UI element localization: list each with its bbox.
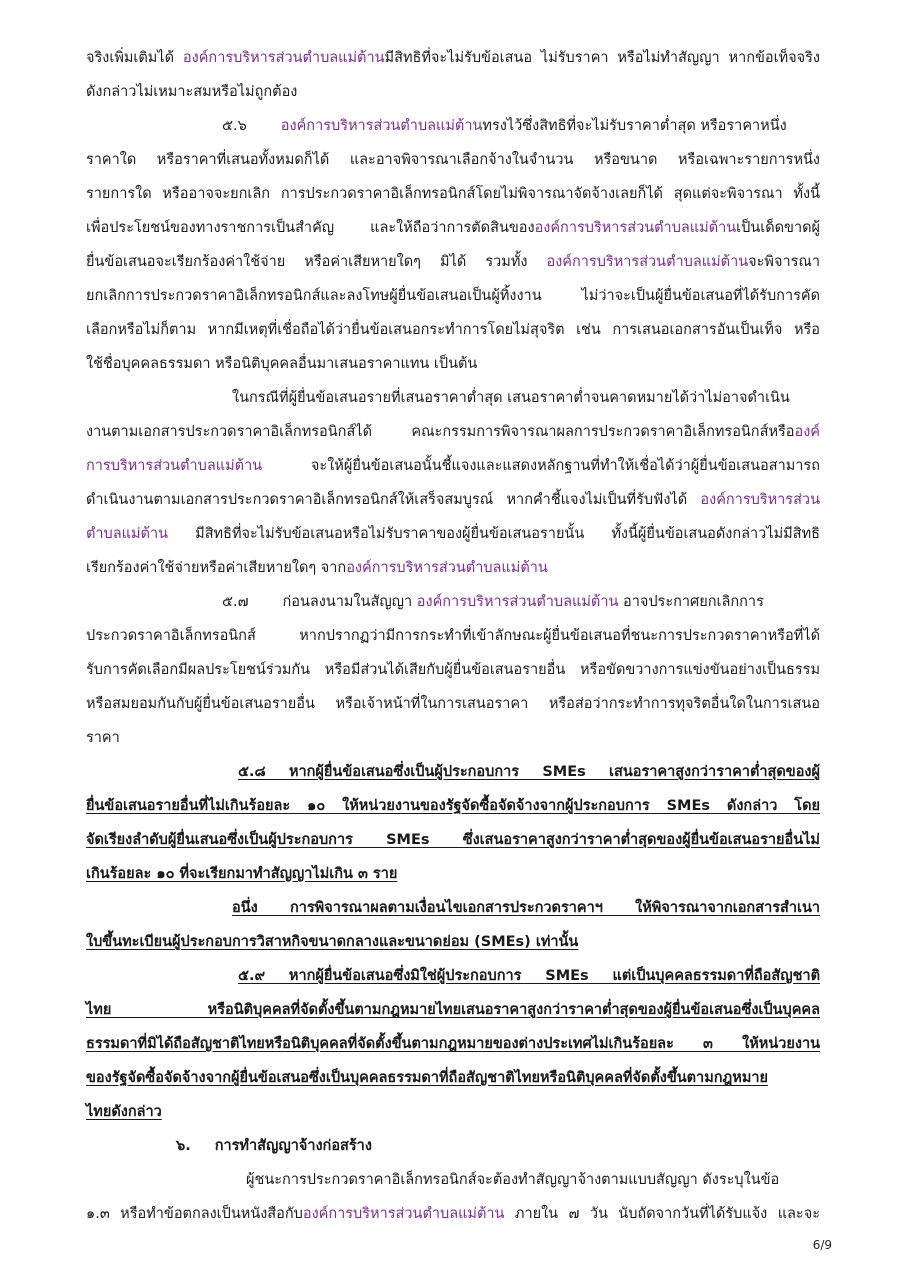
paragraph-first-line: ในกรณีที่ผู้ยื่นข้อเสนอรายที่เสนอราคาต่ำสุด เสนอราคาต่ำจนคาดหมายได้ว่าไม่อาจดำเนิน <box>232 390 790 406</box>
text-line: ยื่นข้อเสนอรายอื่นที่ไม่เกินร้อยละ ๑๐ ให้หน่วยงานของรัฐจัดซื้อจัดจ้างจากผู้ประกอบการ SMEs ดังกล่าว โดย <box>86 798 820 814</box>
text-line: รายการใด หรืออาจจะยกเลิก การประกวดราคาอิเล็กทรอนิกส์โดยไม่พิจารณาจัดจ้างเลยก็ได้ สุดแต่จะพิจารณา ทั้งนี้ <box>86 186 820 202</box>
clause-number: ๕.๖ <box>222 118 247 134</box>
clause-5-8-first-line: ๕.๘ หากผู้ยื่นข้อเสนอซึ่งเป็นผู้ประกอบการ SMEs เสนอราคาสูงกว่าราคาต่ำสุดของผู้ <box>238 764 820 780</box>
section-number: ๖. <box>176 1138 191 1154</box>
text-line: ราคา <box>86 730 120 746</box>
text-line: ไทย หรือนิติบุคคลที่จัดตั้งขึ้นตามกฎหมายไทยเสนอราคาสูงกว่าราคาต่ำสุดของผู้ยื่นข้อเสนอซึ่งเป็นบุคคล <box>86 1002 820 1018</box>
clause-number: ๕.๗ <box>222 594 249 610</box>
clause-5-9-first-line: ๕.๙ หากผู้ยื่นข้อเสนอซึ่งมิใช่ผู้ประกอบการ SMEs แต่เป็นบุคคลธรรมดาที่ถือสัญชาติ <box>238 968 820 984</box>
text-line: ธรรมดาที่มิได้ถือสัญชาติไทยหรือนิติบุคคลที่จัดตั้งขึ้นตามกฎหมายของต่างประเทศไม่เกินร้อยละ ๓ ให้หน่วยงาน <box>86 1036 820 1052</box>
org-name: องค์การบริหารส่วนตำบลแม่ต้าน <box>280 118 483 134</box>
text-line: ยื่นข้อเสนอจะเรียกร้องค่าใช้จ่าย หรือค่าเสียหายใดๆ มิได้ รวมทั้ง องค์การบริหารส่วนตำบลแม่ต้านจะพิจารณา <box>86 254 820 270</box>
org-name: องค์การบริหารส่วนตำบลแม่ต้าน <box>534 220 737 236</box>
org-name: องค์การบริหารส่วนตำบลแม่ต้าน <box>546 254 749 270</box>
text-line: เรียกร้องค่าใช้จ่ายหรือค่าเสียหายใดๆ จากองค์การบริหารส่วนตำบลแม่ต้าน <box>86 560 548 576</box>
clause-5-6-first-line: ๕.๖ องค์การบริหารส่วนตำบลแม่ต้านทรงไว้ซึ่งสิทธิที่จะไม่รับราคาต่ำสุด หรือราคาหนึ่ง <box>222 118 787 134</box>
org-name: องค์การบริหารส่วนตำบลแม่ต้าน <box>416 594 619 610</box>
text-line: งานตามเอกสารประกวดราคาอิเล็กทรอนิกส์ได้ คณะกรรมการพิจารณาผลการประกวดราคาอิเล็กทรอนิกส์หรือองค์ <box>86 424 820 440</box>
text-line: จัดเรียงลำดับผู้ยื่นเสนอซึ่งเป็นผู้ประกอบการ SMEs ซึ่งเสนอราคาสูงกว่าราคาต่ำสุดของผู้ยื่นข้อเสนอรายอื่นไม่ <box>86 832 820 848</box>
text-line: ประกวดราคาอิเล็กทรอนิกส์ หากปรากฏว่ามีการกระทำที่เข้าลักษณะผู้ยื่นข้อเสนอที่ชนะการประกวดราคาหรือที่ได้ <box>86 628 820 644</box>
text-line: การบริหารส่วนตำบลแม่ต้าน จะให้ผู้ยื่นข้อเสนอนั้นชี้แจงและแสดงหลักฐานที่ทำให้เชื่อได้ว่าผู้ยื่นข้อเสนอสามารถ <box>86 458 820 474</box>
text-line: ใช้ชื่อบุคคลธรรมดา หรือนิติบุคคลอื่นมาเสนอราคาแทน เป็นต้น <box>86 356 478 372</box>
text-line: ของรัฐจัดซื้อจัดจ้างจากผู้ยื่นข้อเสนอซึ่งเป็นบุคคลธรรมดาที่ถือสัญชาติไทยหรือนิติบุคคลที่จัดตั้งขึ้นตามกฎหมาย <box>86 1070 769 1086</box>
paragraph-first-line: ผู้ชนะการประกวดราคาอิเล็กทรอนิกส์จะต้องทำสัญญาจ้างตามแบบสัญญา ดังระบุในข้อ <box>246 1172 780 1188</box>
clause-5-7-first-line: ๕.๗ ก่อนลงนามในสัญญา องค์การบริหารส่วนตำบลแม่ต้าน อาจประกาศยกเลิกการ <box>222 594 764 610</box>
page-number: 6/9 <box>812 1238 832 1252</box>
text-line: ตำบลแม่ต้าน มีสิทธิที่จะไม่รับข้อเสนอหรือไม่รับราคาของผู้ยื่นข้อเสนอรายนั้น ทั้งนี้ผู้ยื่นข้อเสนอดังกล่าวไม่มีสิทธิ <box>86 526 820 542</box>
org-name: องค์การบริหารส่วนตำบลแม่ต้าน <box>302 1206 505 1222</box>
text-line: ดำเนินงานตามเอกสารประกวดราคาอิเล็กทรอนิกส์ให้เสร็จสมบูรณ์ หากคำชี้แจงไม่เป็นที่รับฟังได้ องค์การบริหารส่วน <box>86 492 820 508</box>
text-line: ราคาใด หรือราคาที่เสนอทั้งหมดก็ได้ และอาจพิจารณาเลือกจ้างในจำนวน หรือขนาด หรือเฉพาะรายการหนึ่ง <box>86 152 820 168</box>
text-line: รับการคัดเลือกมีผลประโยชน์ร่วมกัน หรือมีส่วนได้เสียกับผู้ยื่นข้อเสนอรายอื่น หรือขัดขวางการแข่งขันอย่างเป็นธรรม <box>86 662 820 678</box>
text-line: ดังกล่าวไม่เหมาะสมหรือไม่ถูกต้อง <box>86 84 298 100</box>
section-title: การทำสัญญาจ้างก่อสร้าง <box>214 1138 372 1154</box>
org-name: องค์การบริหารส่วนตำบลแม่ต้าน <box>346 560 548 576</box>
text-line: ใบขึ้นทะเบียนผู้ประกอบการวิสาหกิจขนาดกลางและขนาดย่อม (SMEs) เท่านั้น <box>86 934 579 950</box>
text-line: หรือสมยอมกันกับผู้ยื่นข้อเสนอรายอื่น หรือเจ้าหน้าที่ในการเสนอราคา หรือส่อว่ากระทำการทุจริตอื่นใดในการเสนอ <box>86 696 820 712</box>
paragraph-first-line: อนึ่ง การพิจารณาผลตามเงื่อนไขเอกสารประกวดราคาฯ ให้พิจารณาจากเอกสารสำเนา <box>232 900 820 916</box>
text-line: ไทยดังกล่าว <box>86 1104 162 1120</box>
text-line: จริงเพิ่มเติมได้ องค์การบริหารส่วนตำบลแม่ต้านมีสิทธิที่จะไม่รับข้อเสนอ ไม่รับราคา หรือไม่ทำสัญญา หากข้อเท็จจริง <box>86 50 820 66</box>
text-line: ๑.๓ หรือทำข้อตกลงเป็นหนังสือกับองค์การบริหารส่วนตำบลแม่ต้าน ภายใน ๗ วัน นับถัดจากวันที่ได้รับแจ้ง และจะ <box>86 1206 820 1222</box>
text-line: ยกเลิกการประกวดราคาอิเล็กทรอนิกส์และลงโทษผู้ยื่นข้อเสนอเป็นผู้ทิ้งงาน ไม่ว่าจะเป็นผู้ยื่นข้อเสนอที่ได้รับการคัด <box>86 288 820 304</box>
org-name: องค์การบริหารส่วนตำบลแม่ต้าน <box>182 50 385 66</box>
text-line: เพื่อประโยชน์ของทางราชการเป็นสำคัญ และให้ถือว่าการตัดสินขององค์การบริหารส่วนตำบลแม่ต้านเป็นเด็ดขาดผู้ <box>86 220 820 236</box>
text-line: เลือกหรือไม่ก็ตาม หากมีเหตุที่เชื่อถือได้ว่ายื่นข้อเสนอกระทำการโดยไม่สุจริต เช่น การเสนอเอกสารอันเป็นเท็จ หรือ <box>86 322 820 338</box>
text-line: เกินร้อยละ ๑๐ ที่จะเรียกมาทำสัญญาไม่เกิน ๓ ราย <box>86 866 398 882</box>
section-heading <box>176 1136 820 1156</box>
